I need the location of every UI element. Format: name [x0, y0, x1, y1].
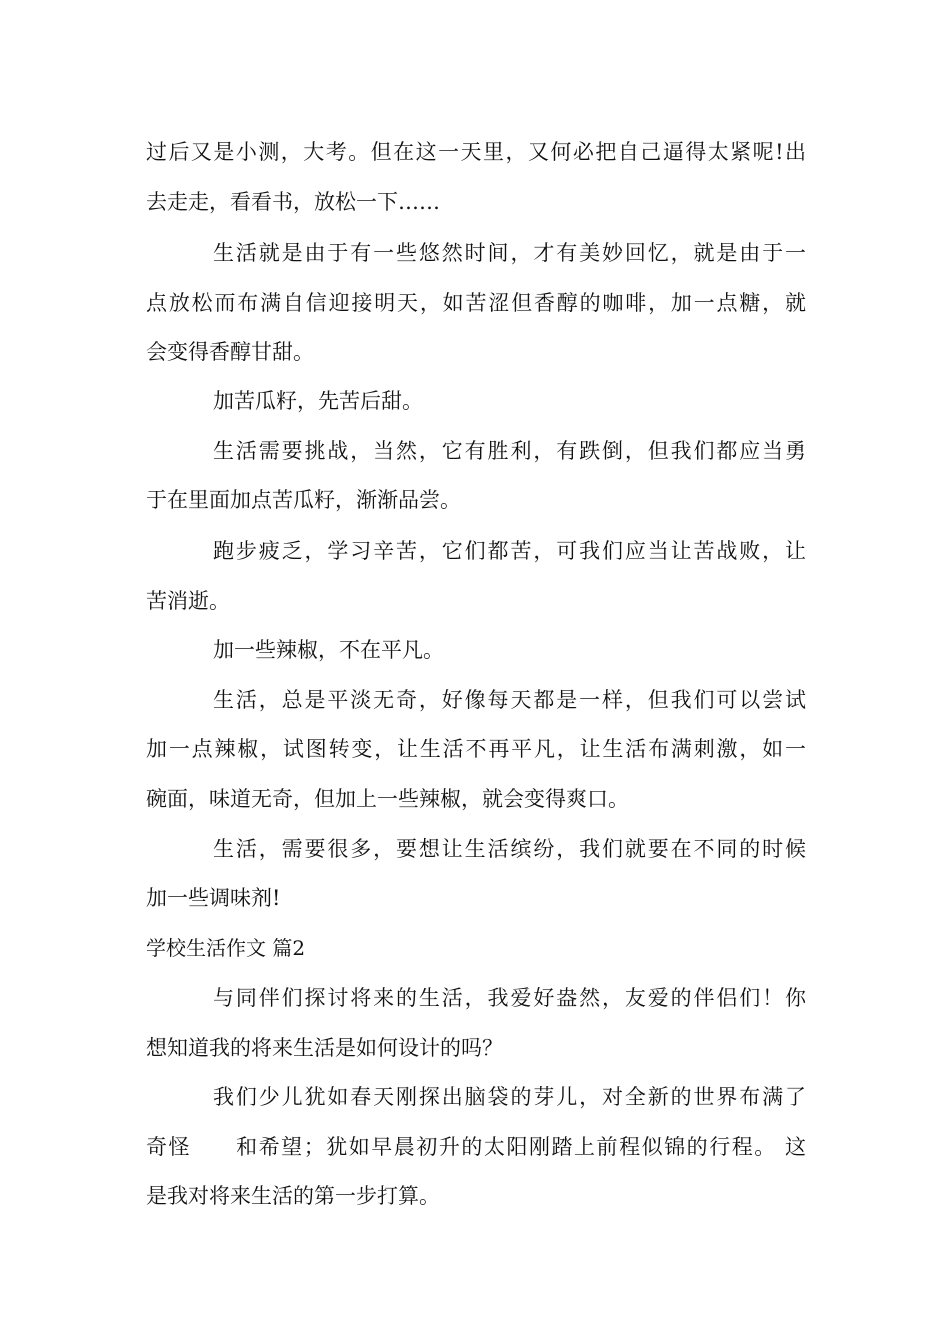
- text-line: 生活就是由于有一些悠然时间，才有美妙回忆，就是由于一: [213, 241, 806, 265]
- text-line: 碗面，味道无奇，但加上一些辣椒，就会变得爽口。: [146, 787, 629, 811]
- text-line: 加一些调味剂!: [146, 886, 281, 910]
- text-line: 加苦瓜籽，先苦后甜。: [213, 389, 423, 413]
- text-line: 生活需要挑战，当然，它有胜利，有跌倒，但我们都应当勇: [213, 439, 806, 463]
- text-line: 苦消逝。: [146, 589, 230, 613]
- text-line: 于在里面加点苦瓜籽，渐渐品尝。: [146, 488, 461, 512]
- text-line: 奇怪 和希望；犹如早晨初升的太阳刚踏上前程似锦的行程。 这: [146, 1135, 806, 1159]
- text-line: 会变得香醇甘甜。: [146, 340, 314, 364]
- section-heading: 学校生活作文 篇2: [146, 936, 306, 960]
- text-line: 是我对将来生活的第一步打算。: [146, 1184, 440, 1208]
- text-line: 去走走，看看书，放松一下……: [146, 190, 440, 214]
- text-line: 加一些辣椒，不在平凡。: [213, 638, 444, 662]
- text-line: 加一点辣椒，试图转变，让生活不再平凡，让生活布满刺激，如一: [146, 737, 806, 761]
- text-line: 生活，总是平淡无奇，好像每天都是一样，但我们可以尝试: [213, 688, 806, 712]
- text-line: 生活，需要很多，要想让生活缤纷，我们就要在不同的时候: [213, 837, 806, 861]
- text-line: 过后又是小测，大考。但在这一天里，又何必把自己逼得太紧呢!出: [146, 140, 806, 164]
- text-line: 与同伴们探讨将来的生活，我爱好盎然，友爱的伴侣们！你: [213, 986, 806, 1010]
- text-line: 我们少儿犹如春天刚探出脑袋的芽儿，对全新的世界布满了: [213, 1085, 806, 1109]
- text-line: 想知道我的将来生活是如何设计的吗？: [146, 1036, 503, 1060]
- text-line: 跑步疲乏，学习辛苦，它们都苦，可我们应当让苦战败，让: [213, 539, 806, 563]
- text-line: 点放松而布满自信迎接明天，如苦涩但香醇的咖啡，加一点糖，就: [146, 291, 806, 315]
